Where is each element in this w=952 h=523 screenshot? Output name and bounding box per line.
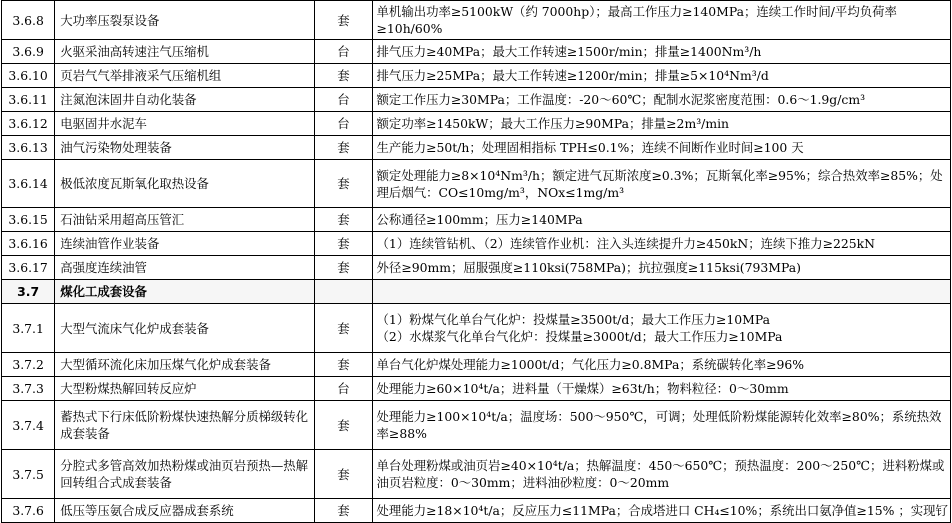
item-name: 大型粉煤热解回转反应炉 [55,377,315,401]
spec-line: 单机输出功率≥5100kW（约 7000hp）；最高工作压力≥140MPa；连续工作时间/平均负荷率≥10h/60% [376,4,897,36]
spec-line: 单台气化炉煤处理能力≥1000t/d；气化压力≥0.8MPa；系统碳转化率≥96% [376,357,805,372]
item-number: 3.7.5 [2,450,55,499]
item-number: 3.6.8 [2,1,55,40]
item-name: 页岩气气举排液采气压缩机组 [55,64,315,88]
item-name: 油气污染物处理装备 [55,136,315,160]
spec-line: 排气压力≥25MPa；最大工作转速≥1200r/min；排量≥5×10⁴Nm³/d [376,68,769,83]
spec-line: 处理能力≥100×10⁴t/a；温度场：500～950℃，可调；处理低阶粉煤能源转化效率≥80%；系统热效 [376,409,942,424]
item-name: 极低浓度瓦斯氧化取热设备 [55,160,315,208]
item-spec [372,499,950,523]
item-unit: 套 [315,160,372,208]
item-unit: 套 [315,256,372,280]
item-name: 煤化工成套设备 [55,280,315,304]
item-name: 石油钻采用超高压管汇 [55,208,315,232]
item-spec [372,232,950,256]
item-spec [372,450,950,499]
item-spec [372,353,950,377]
item-unit: 套 [315,401,372,450]
table-row [2,1,951,40]
table-row [2,450,951,499]
spec-line: 额定功率≥1450kW；最大工作压力≥90MPa；排量≥2m³/min [376,116,730,131]
item-spec [372,401,950,450]
item-name: 大型气流床气化炉成套装备 [55,304,315,353]
item-unit: 套 [315,136,372,160]
item-unit: 台 [315,377,372,401]
spec-line: 额定处理能力≥8×10⁴Nm³/h；额定进气瓦斯浓度≥0.3%；瓦斯氧化率≥95%；综合热效率≥85%；处 [376,167,943,183]
item-spec [372,88,950,112]
item-number: 3.6.16 [2,232,55,256]
table-row [2,377,951,401]
spec-line: 油页岩粒度：0～30mm；进料油砂粒度：0～20mm [376,475,670,490]
item-spec [372,256,950,280]
spec-line: 公称通径≥100mm；压力≥140MPa [376,212,583,227]
item-number: 3.6.10 [2,64,55,88]
spec-line: 处理能力≥60×10⁴t/a；进料量（干燥煤）≥63t/h；物料粒径：0～30mm [376,381,789,396]
item-spec [372,112,950,136]
item-spec [372,1,950,40]
table-row [2,64,951,88]
section-row [2,280,951,304]
table-row [2,112,951,136]
item-name: 大型循环流化床加压煤气化炉成套装备 [55,353,315,377]
item-number: 3.7.2 [2,353,55,377]
table-row [2,136,951,160]
spec-line: 外径≥90mm；屈服强度≥110ksi(758MPa)；抗拉强度≥115ksi(793MPa) [376,260,801,275]
item-name: 低压等压氨合成反应器成套系统 [55,499,315,523]
item-unit: 套 [315,499,372,523]
item-unit [315,280,372,304]
spec-line: 单台处理粉煤或油页岩≥40×10⁴t/a；热解温度：450～650℃；预热温度：200～250℃；进料粉煤或 [376,458,945,473]
item-unit: 台 [315,88,372,112]
table-row [2,401,951,450]
item-name: 电驱固井水泥车 [55,112,315,136]
item-name: 注氮泡沫固井自动化装备 [55,88,315,112]
table-row [2,88,951,112]
spec-line: （1）粉煤气化单台气化炉：投煤量≥3500t/d；最大工作压力≥10MPa [376,312,771,327]
table-row [2,353,951,377]
table-row [2,232,951,256]
item-number: 3.7.6 [2,499,55,523]
item-number: 3.6.9 [2,40,55,64]
item-unit: 套 [315,64,372,88]
item-number: 3.6.13 [2,136,55,160]
item-unit: 套 [315,353,372,377]
item-number: 3.6.17 [2,256,55,280]
table-row [2,160,951,208]
item-unit: 套 [315,1,372,40]
item-name: 大功率压裂泵设备 [55,1,315,40]
table-row [2,499,951,523]
item-number: 3.7.3 [2,377,55,401]
item-number: 3.6.12 [2,112,55,136]
item-name: 火驱采油高转速注气压缩机 [55,40,315,64]
spec-line: 理后烟气：CO≤10mg/m³，NOx≤1mg/m³ [376,184,625,200]
spec-line: 率≥88% [376,426,427,441]
item-spec [372,208,950,232]
item-number: 3.6.11 [2,88,55,112]
item-spec [372,64,950,88]
item-spec [372,40,950,64]
spec-line: （1）连续管钻机、（2）连续管作业机：注入头连续提升力≥450kN；连续下推力≥225kN [376,236,875,251]
item-spec [372,377,950,401]
item-name: 连续油管作业装备 [55,232,315,256]
item-unit: 套 [315,304,372,353]
item-number: 3.6.15 [2,208,55,232]
item-number: 3.6.14 [2,160,55,208]
item-unit: 套 [315,208,372,232]
item-number: 3.7.4 [2,401,55,450]
table-row [2,304,951,353]
spec-line: （2）水煤浆气化单台气化炉：投煤量≥3000t/d；最大工作压力≥10MPa [376,329,783,344]
item-unit: 套 [315,450,372,499]
equipment-table [1,0,951,523]
spec-line: 生产能力≥50t/h；处理固相指标 TPH≤0.1%；连续不间断作业时间≥100 天 [376,140,804,155]
item-name: 分腔式多管高效加热粉煤或油页岩预热—热解回转组合式成套装备 [55,450,315,499]
item-spec [372,304,950,353]
item-name: 蓄热式下行床低阶粉煤快速热解分质梯级转化成套装备 [55,401,315,450]
spec-line: 处理能力≥18×10⁴t/a；反应压力≤11MPa；合成塔进口 CH₄≤10%；系统出口氨净值≥15% ；实现钌 [376,503,948,518]
item-spec [372,160,950,208]
item-unit: 台 [315,112,372,136]
spec-line: 额定工作压力≥30MPa；工作温度：-20～60℃；配制水泥浆密度范围：0.6～1.9g/cm³ [376,92,866,107]
table-row [2,40,951,64]
item-unit: 台 [315,40,372,64]
item-name: 高强度连续油管 [55,256,315,280]
item-spec [372,136,950,160]
item-number: 3.7 [2,280,55,304]
spec-line: 排气压力≥40MPa；最大工作转速≥1500r/min；排量≥1400Nm³/h [376,44,762,59]
item-spec [372,280,950,304]
table-row [2,256,951,280]
table-row [2,208,951,232]
item-unit: 套 [315,232,372,256]
item-number: 3.7.1 [2,304,55,353]
